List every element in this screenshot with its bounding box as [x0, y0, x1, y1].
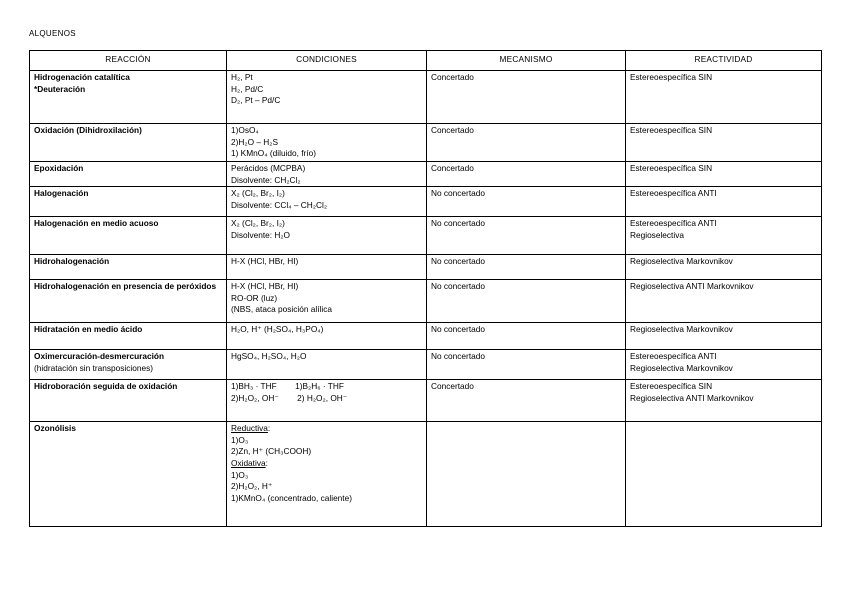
table-row [30, 217, 822, 255]
condition-line: X₂ (Cl₂, Br₂, I₂) [231, 218, 285, 229]
mechanism-text: Concertado [431, 72, 474, 82]
condition-line: 1)OsO₄ [231, 125, 259, 135]
mechanism-text: No concertado [431, 188, 485, 199]
conditions-cell [227, 380, 427, 422]
condition-line: 1)O₃ [231, 434, 249, 445]
condition-line: Reductiva: [231, 423, 271, 434]
mechanism-text: No concertado [431, 256, 485, 267]
reaction-cell [30, 280, 227, 323]
table-row [30, 187, 822, 217]
reaction-cell [30, 380, 227, 422]
reaction-name: Hidroboración seguida de oxidación [34, 381, 178, 392]
reactivity-cell [626, 71, 822, 124]
header-reactividad: REACTIVIDAD [626, 51, 822, 71]
mechanism-cell [427, 162, 626, 187]
conditions-cell [227, 71, 427, 124]
reaction-cell [30, 323, 227, 350]
reactivity-cell [626, 280, 822, 323]
condition-line: Perácidos (MCPBA) [231, 163, 306, 173]
mechanism-cell [427, 350, 626, 380]
table-row [30, 323, 822, 350]
condition-line: Disolvente: H₂O [231, 229, 291, 240]
reaction-name: Oxidación (Dihidroxilación) [34, 125, 142, 135]
table-row [30, 124, 822, 162]
reactions-table [29, 50, 822, 527]
reaction-cell [30, 350, 227, 380]
mechanism-text: Concertado [431, 163, 474, 173]
table-row [30, 422, 822, 527]
reaction-name: Hidrohalogenación [34, 256, 110, 267]
table-row [30, 350, 822, 380]
reaction-cell [30, 162, 227, 187]
condition-line: 1)BH₃ · THF 1)B₂H₆ · THF [231, 381, 344, 392]
condition-line: 2)H₂O – H₂S [231, 136, 279, 147]
reactivity-text: Estereoespecífica SIN [630, 381, 713, 392]
reaction-cell [30, 422, 227, 527]
mechanism-text: Concertado [431, 381, 474, 392]
condition-line: 2)H₂O₂, H⁺ [231, 481, 273, 492]
condition-line: H-X (HCl, HBr, HI) [231, 256, 299, 267]
reactivity-text: Estereoespecífica SIN [630, 72, 713, 82]
conditions-cell [227, 162, 427, 187]
table-header-row [30, 51, 822, 71]
condition-line: (NBS, ataca posición alílica [231, 304, 332, 315]
reactivity-cell [626, 422, 822, 527]
header-condiciones: CONDICIONES [227, 51, 427, 71]
mechanism-text: Concertado [431, 125, 474, 135]
reaction-cell [30, 255, 227, 280]
condition-line: 1)KMnO₄ (concentrado, caliente) [231, 492, 352, 503]
reactivity-text: Regioselectiva Markovnikov [630, 256, 733, 267]
reactivity-text: Regioselectiva ANTI Markovnikov [630, 392, 754, 403]
header-reaccion: REACCIÓN [30, 51, 227, 71]
mechanism-cell [427, 255, 626, 280]
reactivity-cell [626, 187, 822, 217]
conditions-cell [227, 255, 427, 280]
condition-line: 1)O₃ [231, 469, 249, 480]
condition-heading: Oxidativa [231, 457, 266, 468]
reaction-name: Ozonólisis [34, 423, 76, 434]
reactivity-cell [626, 255, 822, 280]
reactivity-text: Estereoespecífica ANTI [630, 188, 717, 199]
condition-line: Disolvente: CCl₄ – CH₂Cl₂ [231, 199, 328, 210]
reaction-name: Hidratación en medio ácido [34, 324, 143, 335]
reactivity-text: Regioselectiva Markovnikov [630, 362, 733, 373]
condition-line: H₂O, H⁺ (H₂SO₄, H₃PO₄) [231, 324, 324, 335]
mechanism-cell [427, 124, 626, 162]
condition-line: H-X (HCl, HBr, HI) [231, 281, 299, 292]
conditions-cell [227, 323, 427, 350]
header-mecanismo: MECANISMO [427, 51, 626, 71]
reactivity-cell [626, 217, 822, 255]
reaction-name: Epoxidación [34, 163, 84, 173]
reactivity-text: Estereoespecífica SIN [630, 125, 713, 135]
conditions-cell [227, 187, 427, 217]
reactivity-text: Estereoespecífica ANTI [630, 218, 717, 229]
reaction-name: *Deuteración [34, 83, 86, 94]
mechanism-cell [427, 323, 626, 350]
table-row [30, 255, 822, 280]
reactivity-cell [626, 380, 822, 422]
mechanism-text: No concertado [431, 351, 485, 362]
reaction-cell [30, 71, 227, 124]
reaction-name: Hidrohalogenación en presencia de peróxidos [34, 281, 217, 292]
table-row [30, 380, 822, 422]
reaction-name: Halogenación [34, 188, 89, 199]
mechanism-text: No concertado [431, 218, 485, 229]
condition-line: RO-OR (luz) [231, 292, 278, 303]
reactivity-cell [626, 323, 822, 350]
reactivity-cell [626, 162, 822, 187]
mechanism-cell [427, 380, 626, 422]
condition-line: H₂, Pd/C [231, 83, 264, 94]
condition-line: 1) KMnO₄ (diluido, frío) [231, 148, 316, 159]
reactivity-text: Regioselectiva Markovnikov [630, 324, 733, 335]
reactivity-text: Estereoespecífica SIN [630, 163, 713, 173]
condition-line: H₂, Pt [231, 72, 253, 82]
mechanism-cell [427, 422, 626, 527]
condition-line: 2)H₂O₂, OH⁻ 2) H₂O₂, OH⁻ [231, 392, 348, 403]
conditions-cell [227, 422, 427, 527]
reaction-name: Oximercuración-desmercuración [34, 351, 165, 362]
condition-line: Oxidativa: [231, 457, 268, 468]
reactivity-cell [626, 350, 822, 380]
reaction-cell [30, 217, 227, 255]
reactivity-text: Regioselectiva ANTI Markovnikov [630, 281, 754, 292]
condition-line: HgSO₄, H₂SO₄, H₂O [231, 351, 307, 362]
conditions-cell [227, 217, 427, 255]
mechanism-cell [427, 217, 626, 255]
reaction-name: Halogenación en medio acuoso [34, 218, 159, 229]
table-row [30, 71, 822, 124]
reaction-cell [30, 187, 227, 217]
condition-line: D₂, Pt – Pd/C [231, 95, 281, 106]
conditions-cell [227, 280, 427, 323]
condition-line: Disolvente: CH₂Cl₂ [231, 174, 301, 185]
table-row [30, 280, 822, 323]
mechanism-cell [427, 187, 626, 217]
conditions-cell [227, 350, 427, 380]
condition-line: X₂ (Cl₂, Br₂, I₂) [231, 188, 285, 199]
conditions-cell [227, 124, 427, 162]
reaction-name: Hidrogenación catalítica [34, 72, 130, 82]
mechanism-text: No concertado [431, 324, 485, 335]
reactivity-cell [626, 124, 822, 162]
reactivity-text: Estereoespecífica ANTI [630, 351, 717, 362]
mechanism-cell [427, 71, 626, 124]
table-row [30, 162, 822, 187]
reactivity-text: Regioselectiva [630, 229, 684, 240]
reaction-note: (hidratación sin transposiciones) [34, 362, 153, 373]
mechanism-text: No concertado [431, 281, 485, 292]
condition-heading: Reductiva [231, 423, 268, 434]
condition-line: 2)Zn, H⁺ (CH₃COOH) [231, 446, 312, 457]
mechanism-cell [427, 280, 626, 323]
reaction-cell [30, 124, 227, 162]
document-title: ALQUENOS [29, 29, 76, 38]
